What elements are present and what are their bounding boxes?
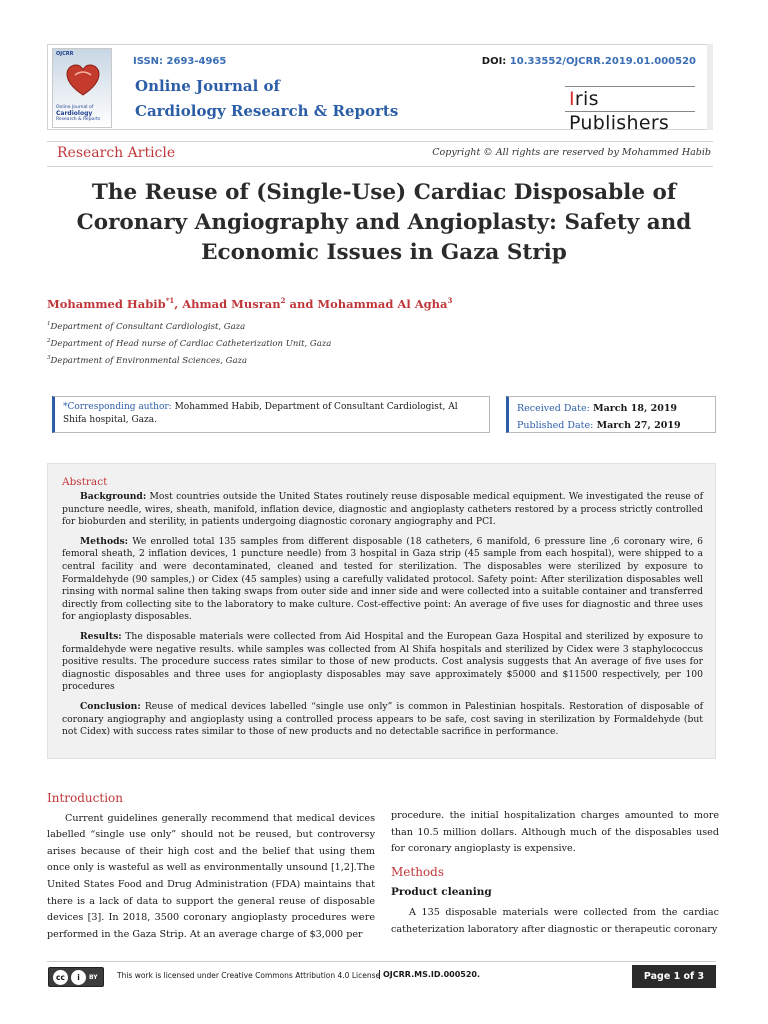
published-date: Published Date: March 27, 2019 xyxy=(517,420,681,431)
body-column-left xyxy=(47,790,375,943)
journal-name-line2: Cardiology Research & Reports xyxy=(135,102,399,120)
cc-icon: cc xyxy=(53,970,68,985)
paragraph: procedure. the initial hospitalization charges amounted to more than 10.5 million dollars. Although much of the disposables used for coronary angioplasty is expensive. xyxy=(391,810,719,855)
header-side-bar xyxy=(707,44,713,130)
publisher-logo: Iris Publishers xyxy=(565,86,695,112)
divider xyxy=(47,166,713,167)
abstract xyxy=(47,463,716,759)
journal-name-line1: Online Journal of xyxy=(135,77,280,95)
logo-tag: OJCRR xyxy=(56,51,74,57)
received-date: Received Date: March 18, 2019 xyxy=(517,403,678,414)
section-heading-introduction: Introduction xyxy=(47,791,123,805)
affiliation: $^2$Department of Head nurse of Cardiac Catheterization Unit, Gaza xyxy=(47,338,332,349)
corresponding-author-box: *Corresponding author: Mohammed Habib, Department of Consultant Cardiologist, Al Shifa hospital, Gaza. xyxy=(52,396,490,433)
cc-by-label: BY xyxy=(89,974,98,981)
abstract-methods: Methods: We enrolled total 135 samples from different disposable (18 catheters, 6 manifold, 6 pressure line ,6 coronary wire, 6 femoral sheath, 2 inflation devices, 1 puncture needle) from 3 hospital in Gaza strip (45 sample from each hospital), were shipped to a central facility and were decontaminated, cleaned and tested for sterilization. The disposables were sterilized by exposure to Formaldehyde (90 samples,) or Cidex (45 samples) using a carefully validated protocol. Safety point: After sterilization disposables well rinsing with normal saline then taking swaps from outer side and inner side and were collected into a suitable container and transferred directly from collecting site to the laboratory to make culture. Cost-effective point: An average of five uses for diagnostic and three uses for angioplasty disposables. xyxy=(62,535,703,623)
page-number: Page 1 of 3 xyxy=(632,965,716,988)
corresponding-author-label: *Corresponding author: xyxy=(63,402,172,412)
author-list: Mohammed Habib$^{*1}$, Ahmad Musran$^2$ and Mohammad Al Agha$^3$ xyxy=(47,296,453,311)
manuscript-id: OJCRR.MS.ID.000520. xyxy=(379,970,480,979)
doi: DOI: 10.33552/OJCRR.2019.01.000520 xyxy=(481,56,696,67)
abstract-results: Results: The disposable materials were collected from Aid Hospital and the European Gaza Hospital and sterilized by exposure to formaldehyde were negative results. while samples was collected from Al Shifa hospitals and sterilized by Cidex were 3 staphylococcus positive results. The procedure success rates similar to those of new products. Cost analysis suggests that An average of five uses for diagnostic disposables and three uses for angioplasty disposables may save approximately $5000 and $11500 respectively, per 100 procedures xyxy=(62,630,703,693)
article-title: The Reuse of (Single-Use) Cardiac Disposable of Coronary Angiography and Angioplasty: Safety and Economic Issues in Gaza Strip xyxy=(76,180,692,265)
section-heading-methods: Methods xyxy=(391,864,445,879)
journal-cover-logo xyxy=(52,48,112,128)
dates-box xyxy=(506,396,716,433)
attribution-icon: i xyxy=(71,970,86,985)
abstract-background: Background: Most countries outside the United States routinely reuse disposable medical equipment. We investigated the reuse of puncture needle, wires, sheath, manifold, inflation device, diagnostic and angioplasty catheters restored by a process strictly controlled for bioburden and sterility, in patients undergoing diagnostic coronary angiography and PCI. xyxy=(62,491,703,528)
abstract-heading: Abstract xyxy=(62,476,108,488)
copyright: Copyright © All rights are reserved by Mohammed Habib xyxy=(432,147,711,158)
body-column-right xyxy=(391,808,719,938)
divider xyxy=(47,141,713,142)
issn: ISSN: 2693-4965 xyxy=(133,56,227,67)
affiliation: $^1$Department of Consultant Cardiologist, Gaza xyxy=(47,321,246,332)
paragraph: Current guidelines generally recommend that medical devices labelled “single use only” should not be reused, but controversy arises because of their high cost and the belief that using them once only is wasteful as well as environmentally unsound [1,2].The United States Food and Drug Administration (FDA) maintains that there is a lack of data to support the general reuse of disposable devices [3]. In 2018, 3500 coronary angioplasty procedures were performed in the Gaza Strip. At an average charge of $3,000 per xyxy=(47,812,375,940)
paragraph: A 135 disposable materials were collected from the cardiac catheterization laboratory after diagnostic or therapeutic coronary xyxy=(391,906,719,935)
subsection-heading: Product cleaning xyxy=(391,886,492,899)
doi-link[interactable]: 10.33552/OJCRR.2019.01.000520 xyxy=(509,56,696,67)
license-text: This work is licensed under Creative Commons Attribution 4.0 License xyxy=(117,971,381,980)
author-name: Mohammed Habib xyxy=(47,296,166,311)
creative-commons-icon[interactable] xyxy=(48,967,104,987)
logo-caption: Online Journal of Cardiology Research & Reports xyxy=(56,105,101,122)
author-name: Ahmad Musran xyxy=(182,296,281,311)
author-name: Mohammad Al Agha xyxy=(317,296,448,311)
footer-divider xyxy=(47,961,716,962)
article-type: Research Article xyxy=(57,145,176,161)
affiliation: $^3$Department of Environmental Sciences, Gaza xyxy=(47,355,248,366)
heart-icon xyxy=(65,63,101,99)
abstract-conclusion: Conclusion: Reuse of medical devices labelled “single use only” is common in Palestinian hospitals. Restoration of disposable of coronary angiography and angioplasty using a controlled process appears to be safe, cost saving in sterilization by Formaldehyde (but not Cidex) with success rates similar to those of new products and no detectable sacrifice in performance. xyxy=(62,700,703,738)
